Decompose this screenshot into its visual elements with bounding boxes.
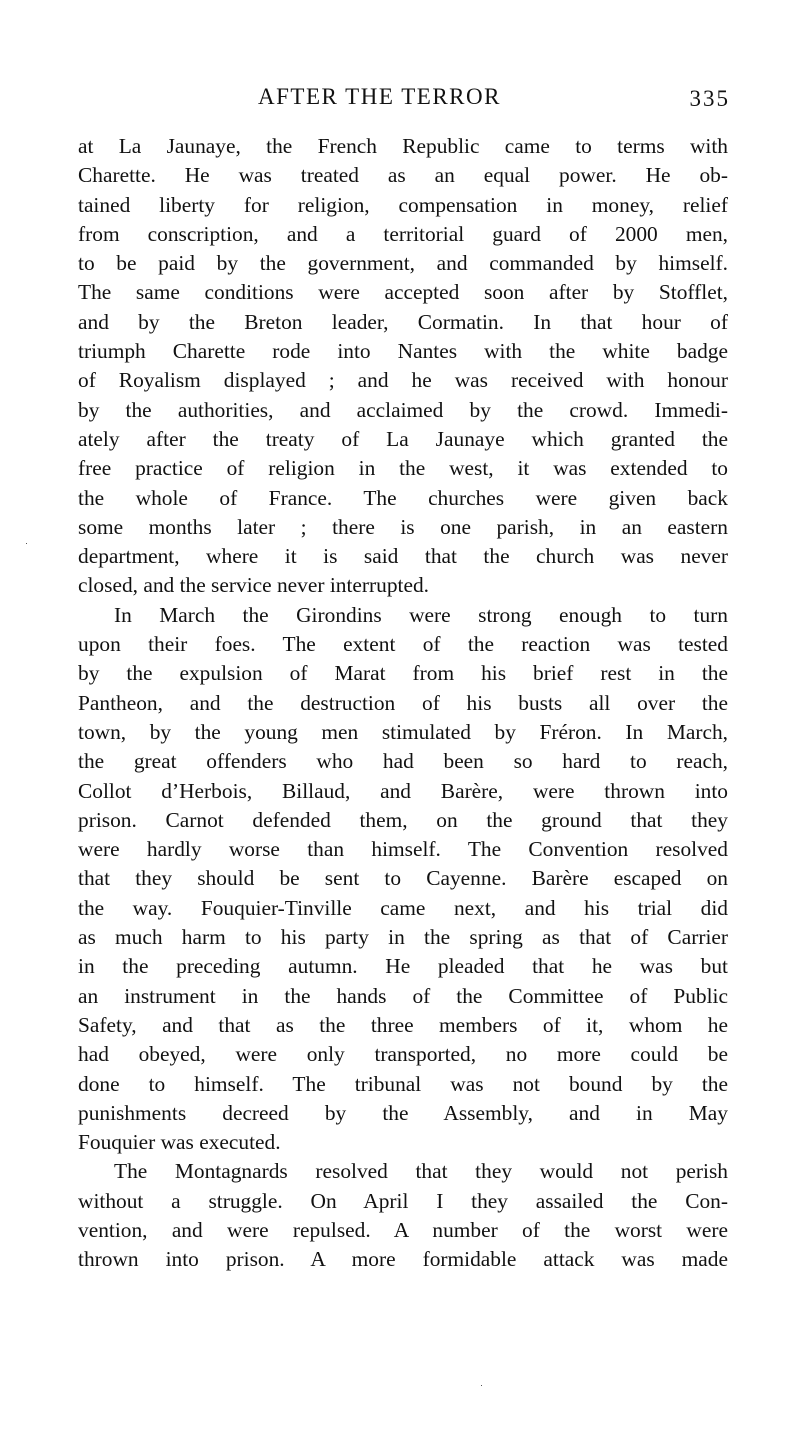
- text-line: closed, and the service never interrupted.: [78, 573, 430, 598]
- text-line: tained liberty for religion, compensation in money, relief: [78, 192, 728, 217]
- text-line: the great offenders who had been so hard to reach,: [78, 749, 728, 774]
- text-line: that they should be sent to Cayenne. Barère escaped on: [78, 866, 728, 891]
- text-line: the way. Fouquier-Tinville came next, and his trial did: [78, 895, 728, 920]
- running-title: AFTER THE TERROR: [258, 84, 501, 109]
- paragraph: [78, 1157, 728, 1274]
- text-line: from conscription, and a territorial guard of 2000 men,: [78, 221, 728, 246]
- paragraph: [78, 601, 728, 1158]
- text-line: punishments decreed by the Assembly, and in May: [78, 1100, 728, 1125]
- text-line: Pantheon, and the destruction of his busts all over the: [78, 690, 728, 715]
- running-head: [78, 82, 728, 118]
- scan-speck: [26, 543, 27, 544]
- text-line: Safety, and that as the three members of it, whom he: [78, 1012, 728, 1037]
- text-line: Collot d’Herbois, Billaud, and Barère, were thrown into: [78, 778, 728, 803]
- page-number: 335: [689, 86, 730, 111]
- text-line: upon their foes. The extent of the reaction was tested: [78, 632, 728, 657]
- scan-speck: [481, 1385, 482, 1386]
- text-line: in the preceding autumn. He pleaded that he was but: [78, 954, 728, 979]
- text-line: department, where it is said that the church was never: [78, 544, 728, 569]
- paragraph: [78, 132, 728, 601]
- body-text: [78, 132, 728, 1275]
- text-line: some months later ; there is one parish, in an eastern: [78, 514, 728, 539]
- text-line: Fouquier was executed.: [78, 1130, 281, 1155]
- text-line: triumph Charette rode into Nantes with the white badge: [78, 339, 728, 364]
- text-line: free practice of religion in the west, it was extended to: [78, 456, 728, 481]
- text-line: ately after the treaty of La Jaunaye which granted the: [78, 426, 728, 451]
- text-line: The Montagnards resolved that they would not perish: [114, 1159, 728, 1184]
- text-line: to be paid by the government, and commanded by himself.: [78, 251, 728, 276]
- text-line: without a struggle. On April I they assailed the Con-: [78, 1188, 728, 1213]
- text-line: were hardly worse than himself. The Convention resolved: [78, 837, 728, 862]
- text-line: In March the Girondins were strong enough to turn: [114, 602, 728, 627]
- book-page: [78, 82, 728, 1275]
- text-line: Charette. He was treated as an equal power. He ob-: [78, 163, 728, 188]
- text-line: The same conditions were accepted soon after by Stofflet,: [78, 280, 728, 305]
- text-line: by the authorities, and acclaimed by the crowd. Immedi-: [78, 397, 728, 422]
- text-line: done to himself. The tribunal was not bound by the: [78, 1071, 728, 1096]
- text-line: thrown into prison. A more formidable attack was made: [78, 1247, 728, 1272]
- text-line: had obeyed, were only transported, no more could be: [78, 1042, 728, 1067]
- text-line: by the expulsion of Marat from his brief rest in the: [78, 661, 728, 686]
- text-line: vention, and were repulsed. A number of the worst were: [78, 1217, 728, 1242]
- text-line: at La Jaunaye, the French Republic came to terms with: [78, 134, 728, 158]
- text-line: and by the Breton leader, Cormatin. In that hour of: [78, 309, 728, 334]
- text-line: as much harm to his party in the spring as that of Carrier: [78, 925, 728, 950]
- text-line: town, by the young men stimulated by Fréron. In March,: [78, 719, 728, 744]
- text-line: an instrument in the hands of the Committee of Public: [78, 983, 728, 1008]
- text-line: prison. Carnot defended them, on the ground that they: [78, 807, 728, 832]
- text-line: of Royalism displayed ; and he was received with honour: [78, 368, 728, 393]
- text-line: the whole of France. The churches were given back: [78, 485, 728, 510]
